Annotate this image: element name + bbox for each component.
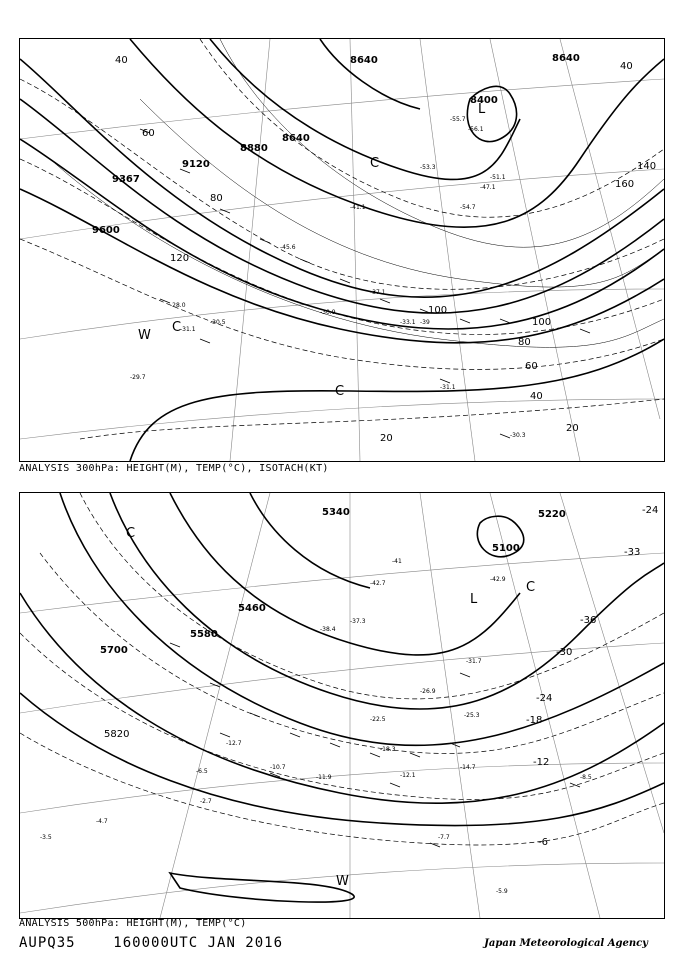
temp-obs: -22.5 xyxy=(370,716,386,723)
temp-label: -36 xyxy=(580,615,597,626)
caption-300hpa: ANALYSIS 300hPa: HEIGHT(M), TEMP(°C), ISOTACH(KT) xyxy=(19,463,329,474)
temp-obs: -42.9 xyxy=(490,576,506,583)
chart-code: AUPQ35 xyxy=(19,935,76,951)
isotach-label: 40 xyxy=(115,55,128,66)
temp-obs: -4.7 xyxy=(96,818,108,825)
temp-obs: -6.5 xyxy=(196,768,208,775)
temp-obs: -41 xyxy=(392,558,402,565)
height-label: 8400 xyxy=(470,95,498,106)
temp-obs: -56.1 xyxy=(468,126,484,133)
isotach-label: 100 xyxy=(532,317,552,328)
temp-obs: -55.7 xyxy=(450,116,466,123)
height-label: 8880 xyxy=(240,143,268,154)
graticule-500 xyxy=(20,493,664,918)
cold-center-marker: C xyxy=(126,526,136,541)
temp-obs: -8.5 xyxy=(580,774,592,781)
pressure-centers-500 xyxy=(126,526,535,889)
isotach-label: 20 xyxy=(566,423,579,434)
map-500hpa-canvas xyxy=(20,493,664,918)
temp-label: -30 xyxy=(556,647,573,658)
height-label: 5820 xyxy=(104,729,130,740)
isotach-label: 100 xyxy=(428,305,448,316)
warm-center-marker: W xyxy=(336,874,349,889)
isotach-label: 40 xyxy=(530,391,543,402)
temp-obs: -37.3 xyxy=(350,618,366,625)
isotach-label: 60 xyxy=(142,128,155,139)
temp-obs: -54.7 xyxy=(460,204,476,211)
height-label: 9367 xyxy=(112,174,140,185)
temp-obs: -14.7 xyxy=(460,764,476,771)
isotach-labels-300 xyxy=(115,55,656,444)
height-labels-500-plain xyxy=(104,729,129,740)
temp-label: -24 xyxy=(536,693,553,704)
chart-id-line xyxy=(19,935,283,951)
temp-obs: -31.7 xyxy=(466,658,482,665)
isotach-label: 80 xyxy=(210,193,223,204)
height-label: 5460 xyxy=(238,603,266,614)
height-contours-500 xyxy=(20,493,664,902)
temp-obs: -31.1 xyxy=(440,384,456,391)
temp-obs: -7.7 xyxy=(438,834,450,841)
height-label: 8640 xyxy=(552,53,580,64)
temp-obs: -12.1 xyxy=(400,772,416,779)
temp-label: -6 xyxy=(538,837,548,848)
height-label: 9600 xyxy=(92,225,120,236)
isotach-label: 120 xyxy=(170,253,190,264)
temp-obs: -3.5 xyxy=(40,834,52,841)
temp-obs: -33.1 xyxy=(400,319,416,326)
temp-obs: -18.3 xyxy=(380,746,396,753)
height-label: 8640 xyxy=(350,55,378,66)
cold-center-marker: C xyxy=(172,320,182,335)
isotach-label: 20 xyxy=(380,433,393,444)
height-label: 5220 xyxy=(538,509,566,520)
low-center-marker: L xyxy=(470,592,478,607)
agency-credit: Japan Meteorological Agency xyxy=(484,938,648,949)
temp-obs: -30.5 xyxy=(210,319,226,326)
valid-time: 160000UTC JAN 2016 xyxy=(113,935,284,951)
temp-obs: -29.7 xyxy=(130,374,146,381)
temp-obs: -10.7 xyxy=(270,764,286,771)
temp-obs: -47.1 xyxy=(480,184,496,191)
height-label: 5580 xyxy=(190,629,218,640)
map-panel-300hpa xyxy=(19,38,665,462)
temp-obs: -26.9 xyxy=(420,688,436,695)
map-300hpa-canvas xyxy=(20,39,664,461)
temp-obs: -37.1 xyxy=(370,289,386,296)
temp-obs: -42.7 xyxy=(370,580,386,587)
height-label: 5100 xyxy=(492,543,520,554)
height-label: 5700 xyxy=(100,645,128,656)
cold-center-marker: C xyxy=(370,156,380,171)
height-label: 8640 xyxy=(282,133,310,144)
cold-center-marker: C xyxy=(335,384,345,399)
temp-obs: -53.3 xyxy=(420,164,436,171)
temp-obs: -45.6 xyxy=(280,244,296,251)
isotach-label: 80 xyxy=(518,337,531,348)
caption-500hpa: ANALYSIS 500hPa: HEIGHT(M), TEMP(°C) xyxy=(19,918,247,929)
temp-obs: -39 xyxy=(420,319,430,326)
height-label: 5340 xyxy=(322,507,350,518)
temp-obs: -51.1 xyxy=(490,174,506,181)
low-center-marker: L xyxy=(478,102,486,117)
isotach-label: 160 xyxy=(615,179,635,190)
temp-label: -12 xyxy=(533,757,550,768)
isotach-label: 60 xyxy=(525,361,538,372)
temp-label: -33 xyxy=(624,547,641,558)
temp-obs: -30.9 xyxy=(320,309,336,316)
temp-obs: -25.3 xyxy=(464,712,480,719)
temp-obs: -28.0 xyxy=(170,302,186,309)
temp-obs: -31.1 xyxy=(180,326,196,333)
temp-obs: -41.1 xyxy=(350,204,366,211)
temp-obs: -30.3 xyxy=(510,432,526,439)
isotach-label: 140 xyxy=(637,161,657,172)
temp-obs: -2.7 xyxy=(200,798,212,805)
map-panel-500hpa xyxy=(19,492,665,919)
height-label: 9120 xyxy=(182,159,210,170)
isotach-label: 40 xyxy=(620,61,633,72)
temp-label: -18 xyxy=(526,715,543,726)
cold-center-marker: C xyxy=(526,580,536,595)
temp-label: -24 xyxy=(642,505,659,516)
warm-center-marker: W xyxy=(138,328,151,343)
temp-obs: -12.7 xyxy=(226,740,242,747)
temp-obs: -11.9 xyxy=(316,774,332,781)
temp-obs: -5.9 xyxy=(496,888,508,895)
temp-obs: -38.4 xyxy=(320,626,336,633)
